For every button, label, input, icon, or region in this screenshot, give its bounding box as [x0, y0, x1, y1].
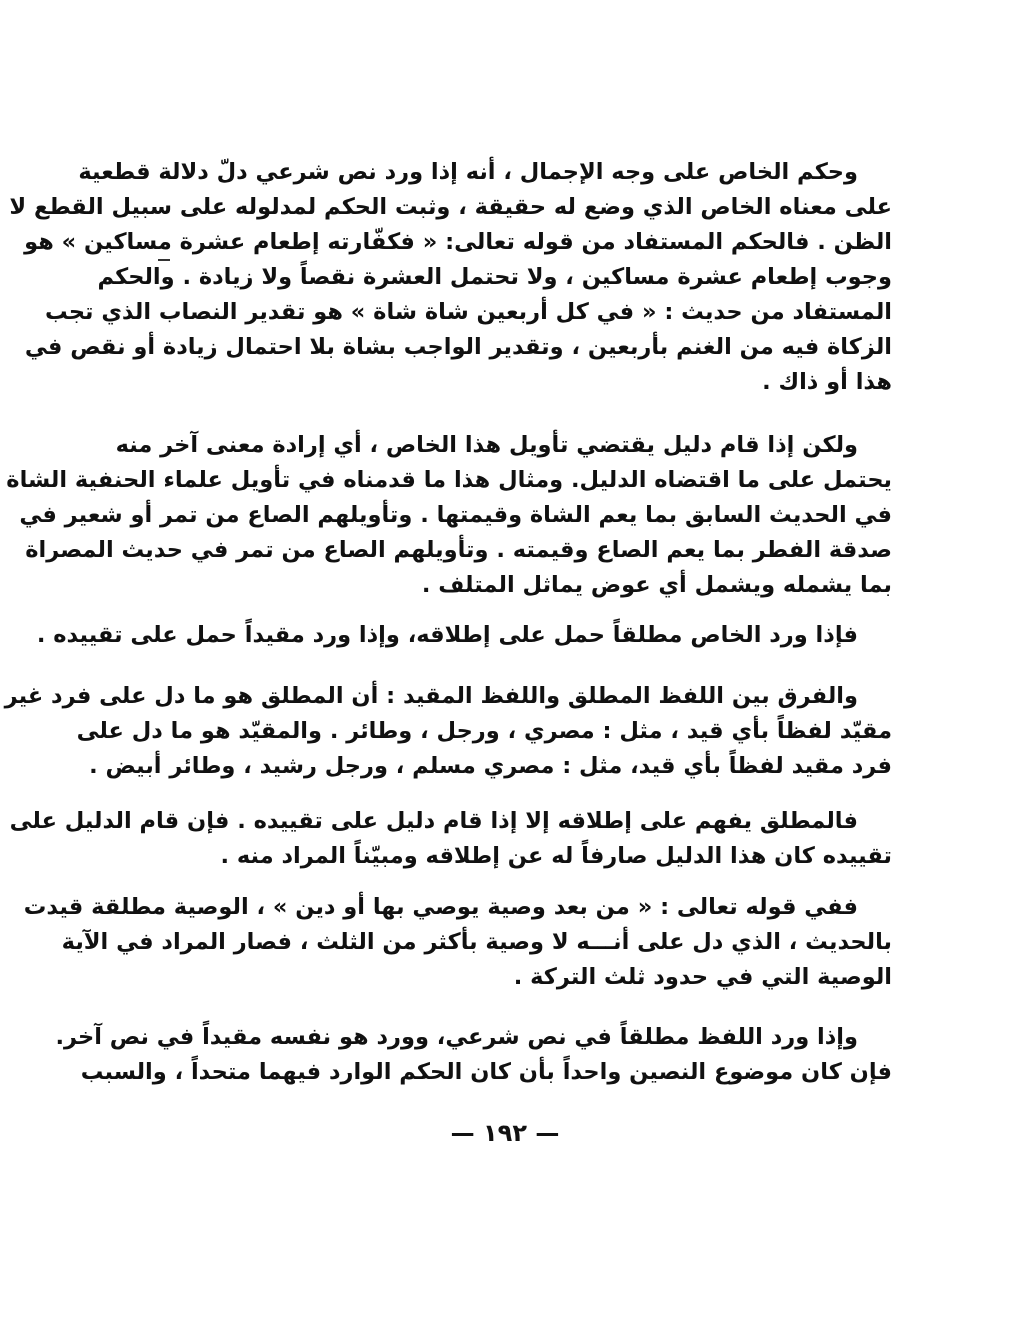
- text-line: الزكاة فيه من الغنم بأربعين ، وتقدير الواجب بشاة بلا احتمال زيادة أو نقص في: [24, 334, 892, 360]
- text-line: بما يشمله ويشمل أي عوض يماثل المتلف .: [421, 572, 892, 598]
- text-line: تقييده كان هذا الدليل صارفاً له عن إطلاقه ومبيّناً المراد منه .: [220, 843, 892, 869]
- text-line: وحكم الخاص على وجه الإجمال ، أنه إذا ورد نص شرعي دلّ دلالة قطعية: [78, 159, 858, 185]
- text-line: المستفاد من حديث : « في كل أربعين شاة شاة » هو تقدير النصاب الذي تجب: [45, 299, 892, 325]
- text-line: بالحديث ، الذي دل على أنـــه لا وصية بأكثر من الثلث ، فصار المراد في الآية: [61, 929, 892, 955]
- text-line: في الحديث السابق بما يعم الشاة وقيمتها . وتأويلهم الصاع من تمر أو شعير في: [19, 502, 892, 528]
- paragraph-general-ruling: [9, 155, 892, 400]
- text-line: يحتمل على ما اقتضاه الدليل. ومثال هذا ما قدمناه في تأويل علماء الحنفية الشاة: [6, 467, 892, 493]
- paragraph-difference: [4, 679, 892, 784]
- paragraph-two-texts: [55, 1020, 892, 1090]
- text-line: صدقة الفطر بما يعم الصاع وقيمته . وتأويلهم الصاع من تمر في حديث المصراة: [25, 537, 892, 563]
- page-number: — ١٩٢ —: [450, 1119, 560, 1147]
- paragraph-interpretation: [6, 428, 892, 603]
- text-line: الظن . فالحكم المستفاد من قوله تعالى: « فكفّارته إطعام عشرة مساكين » هو: [24, 229, 892, 255]
- text-line: الوصية التي في حدود ثلث التركة .: [513, 964, 892, 990]
- text-line: فالمطلق يفهم على إطلاقه إلا إذا قام دليل على تقييده . فإن قام الدليل على: [9, 808, 858, 834]
- text-line: فإذا ورد الخاص مطلقاً حمل على إطلاقه، وإذا ورد مقيداً حمل على تقييده .: [36, 622, 858, 648]
- text-line: مقيّد لفظاً بأي قيد ، مثل : مصري ، ورجل ، وطائر . والمقيّد هو ما دل على: [76, 718, 892, 744]
- text-line: فإن كان موضوع النصين واحداً بأن كان الحكم الوارد فيهما متحداً ، والسبب: [80, 1059, 892, 1085]
- text-line: وجوب إطعام عشرة مساكين ، ولا تحتمل العشرة نقصاً ولا زيادة . والحكم: [97, 264, 892, 290]
- text-line: ولكن إذا قام دليل يقتضي تأويل هذا الخاص ، أي إرادة معنى آخر منه: [115, 432, 858, 458]
- text-line: والفرق بين اللفظ المطلق واللفظ المقيد : أن المطلق هو ما دل على فرد غير: [4, 683, 858, 709]
- text-line: على معناه الخاص الذي وضع له حقيقة ، وثبت الحكم لمدلوله على سبيل القطع لا: [9, 194, 892, 220]
- paragraph-absolute-understanding: [9, 804, 892, 874]
- text-line: فرد مقيد لفظاً بأي قيد، مثل : مصري مسلم ، ورجل رشيد ، وطائر أبيض .: [89, 753, 892, 779]
- paragraph-will-example: [23, 890, 892, 995]
- text-line: هذا أو ذاك .: [762, 369, 892, 395]
- text-line: ففي قوله تعالى : « من بعد وصية يوصي بها أو دين » ، الوصية مطلقة قيدت: [23, 894, 858, 920]
- text-line: وإذا ورد اللفظ مطلقاً في نص شرعي، وورد هو نفسه مقيداً في نص آخر.: [55, 1024, 858, 1050]
- paragraph-absolute-restricted-rule: [36, 618, 892, 653]
